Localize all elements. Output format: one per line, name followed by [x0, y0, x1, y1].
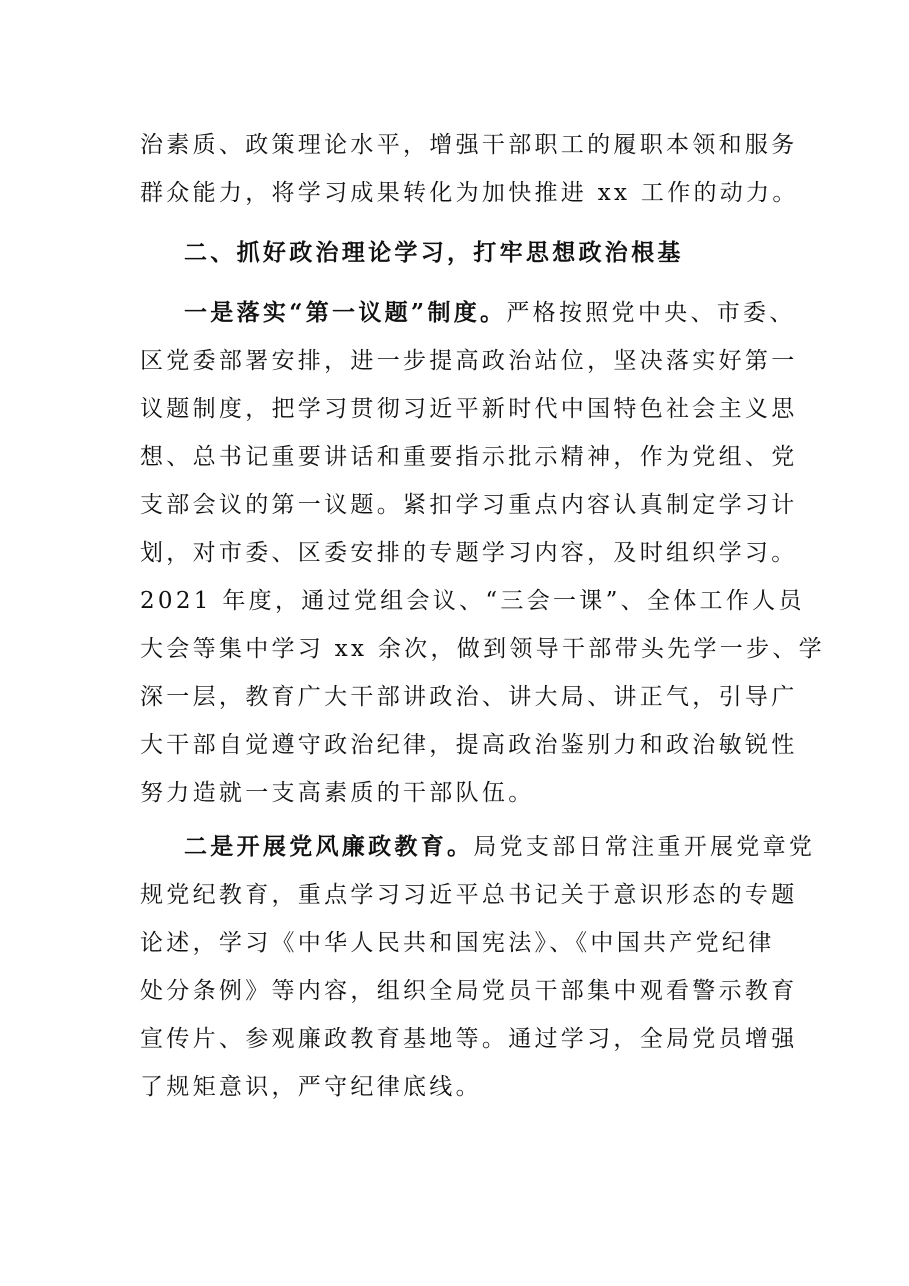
text-line: 划，对市委、区委安排的专题学习内容，及时组织学习。: [140, 540, 798, 566]
text-line: 2021 年度，通过党组会议、“三会一课”、全体工作人员: [140, 588, 805, 614]
text-line: 群众能力，将学习成果转化为加快推进 xx 工作的动力。: [140, 180, 799, 206]
text-line: 区党委部署安排，进一步提高政治站位，坚决落实好第一: [140, 348, 798, 374]
paragraph-first-agenda: [140, 289, 825, 817]
paragraph-first-line: [140, 823, 816, 871]
text-line: 规党纪教育，重点学习习近平总书记关于意识形态的专题: [140, 882, 798, 908]
text-line: 论述，学习《中华人民共和国宪法》、《中国共产党纪律: [140, 930, 775, 956]
text-line: 深一层，教育广大干部讲政治、讲大局、讲正气，引导广: [140, 684, 798, 710]
paragraph-lead: 一是落实“第一议题”制度。: [184, 299, 507, 326]
text-line: 大会等集中学习 xx 余次，做到领导干部带头先学一步、学: [140, 636, 825, 662]
text-line: 处分条例》等内容，组织全局党员干部集中观看警示教育: [140, 978, 798, 1004]
paragraph-lead-rest: 严格按照党中央、市委、: [506, 300, 796, 326]
text-line: 支部会议的第一议题。紧扣学习重点内容认真制定学习计: [140, 492, 798, 518]
section-heading: 二、抓好政治理论学习，打牢思想政治根基: [184, 239, 684, 266]
text-line: 宣传片、参观廉政教育基地等。通过学习，全局党员增强: [140, 1026, 798, 1052]
text-line: 大干部自觉遵守政治纪律，提高政治鉴别力和政治敏锐性: [140, 732, 798, 758]
paragraph-first-line: [140, 289, 796, 337]
paragraph-lead: 二是开展党风廉政教育。: [184, 833, 474, 860]
intro-paragraph: [140, 121, 799, 217]
text-line: 议题制度，把学习贯彻习近平新时代中国特色社会主义思: [140, 396, 798, 422]
paragraph-lead-rest: 局党支部日常注重开展党章党: [473, 834, 816, 860]
text-line: 想、总书记重要讲话和重要指示批示精神，作为党组、党: [140, 444, 798, 470]
text-line: 努力造就一支高素质的干部队伍。: [140, 780, 535, 806]
text-line: 了规矩意识，严守纪律底线。: [140, 1074, 482, 1100]
paragraph-integrity-education: [140, 823, 816, 1111]
text-line: 治素质、政策理论水平，增强干部职工的履职本领和服务: [140, 132, 798, 158]
